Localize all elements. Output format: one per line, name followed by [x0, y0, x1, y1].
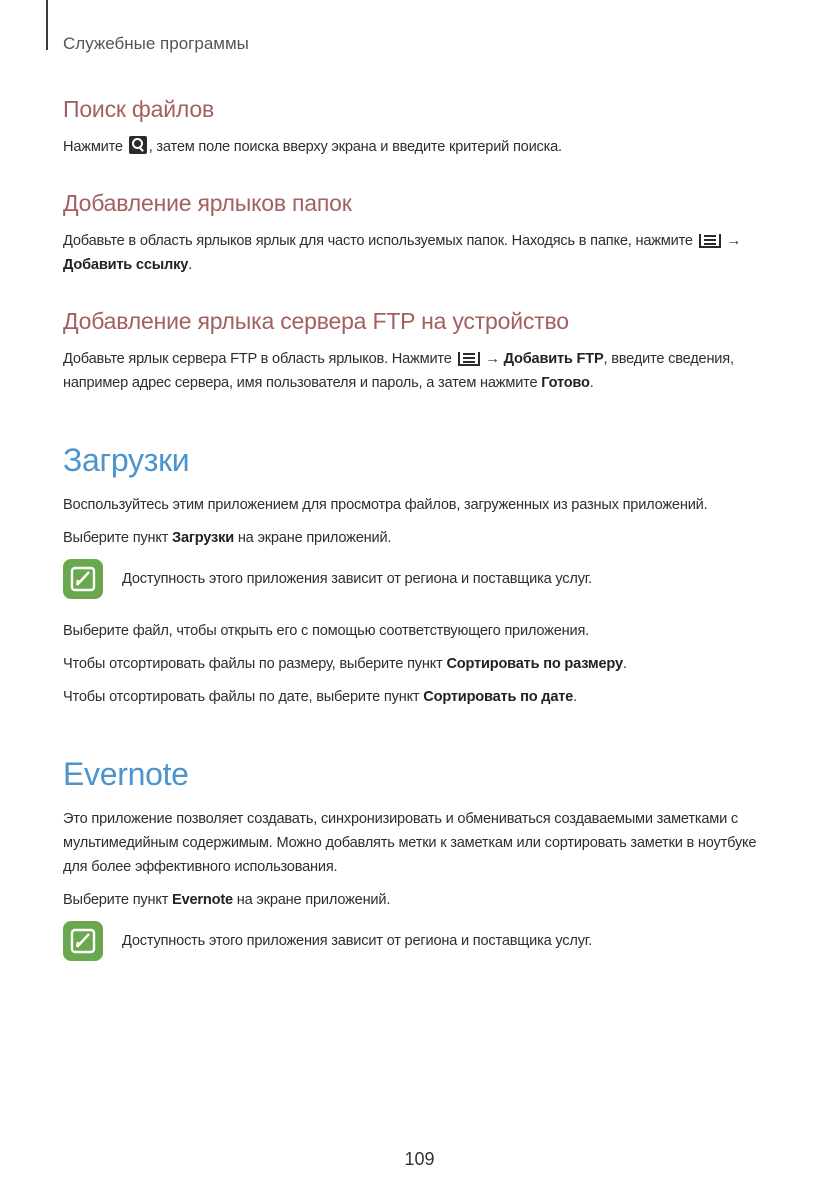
chapter-title-evernote: Evernote	[63, 756, 189, 792]
header-rule	[46, 0, 48, 50]
downloads-note	[63, 559, 775, 599]
evernote-note	[63, 921, 775, 961]
section-title-folders: Добавление ярлыков папок	[63, 190, 352, 216]
note-icon	[63, 559, 103, 599]
downloads-sort-size: Чтобы отсортировать файлы по размеру, выберите пункт Сортировать по размеру.	[63, 656, 627, 672]
evernote-intro: Это приложение позволяет создавать, синхронизировать и обмениваться создаваемыми заметками с мультимедийным содержимым. Можно добавлять метки к заметкам или сортировать заметки в ноутбуке для более эффективного использования.	[63, 811, 757, 875]
note-text: Доступность этого приложения зависит от региона и поставщика услуг.	[122, 933, 592, 949]
menu-icon	[699, 234, 721, 248]
ftp-paragraph: Добавьте ярлык сервера FTP в область ярлыков. Нажмите → Добавить FTP, введите сведения, например адрес сервера, имя пользователя и пароль, а затем нажмите Готово.	[63, 351, 734, 391]
menu-icon	[458, 352, 480, 366]
page-number: 109	[404, 1149, 435, 1169]
evernote-select: Выберите пункт Evernote на экране приложений.	[63, 892, 391, 908]
note-icon	[63, 921, 103, 961]
search-paragraph: Нажмите , затем поле поиска вверху экрана и введите критерий поиска.	[63, 135, 775, 159]
downloads-intro: Воспользуйтесь этим приложением для просмотра файлов, загруженных из разных приложений.	[63, 497, 708, 513]
search-icon	[129, 136, 147, 154]
section-title-ftp: Добавление ярлыка сервера FTP на устройство	[63, 308, 569, 334]
page-content	[63, 96, 775, 981]
note-text: Доступность этого приложения зависит от региона и поставщика услуг.	[122, 571, 592, 587]
downloads-open: Выберите файл, чтобы открыть его с помощью соответствующего приложения.	[63, 623, 590, 639]
downloads-select: Выберите пункт Загрузки на экране приложений.	[63, 530, 392, 546]
downloads-sort-date: Чтобы отсортировать файлы по дате, выберите пункт Сортировать по дате.	[63, 689, 577, 705]
section-title-search: Поиск файлов	[63, 96, 214, 122]
folders-paragraph: Добавьте в область ярлыков ярлык для часто используемых папок. Находясь в папке, нажмите → Добавить ссылку.	[63, 233, 741, 273]
chapter-header: Служебные программы	[63, 34, 249, 53]
chapter-title-downloads: Загрузки	[63, 442, 190, 478]
